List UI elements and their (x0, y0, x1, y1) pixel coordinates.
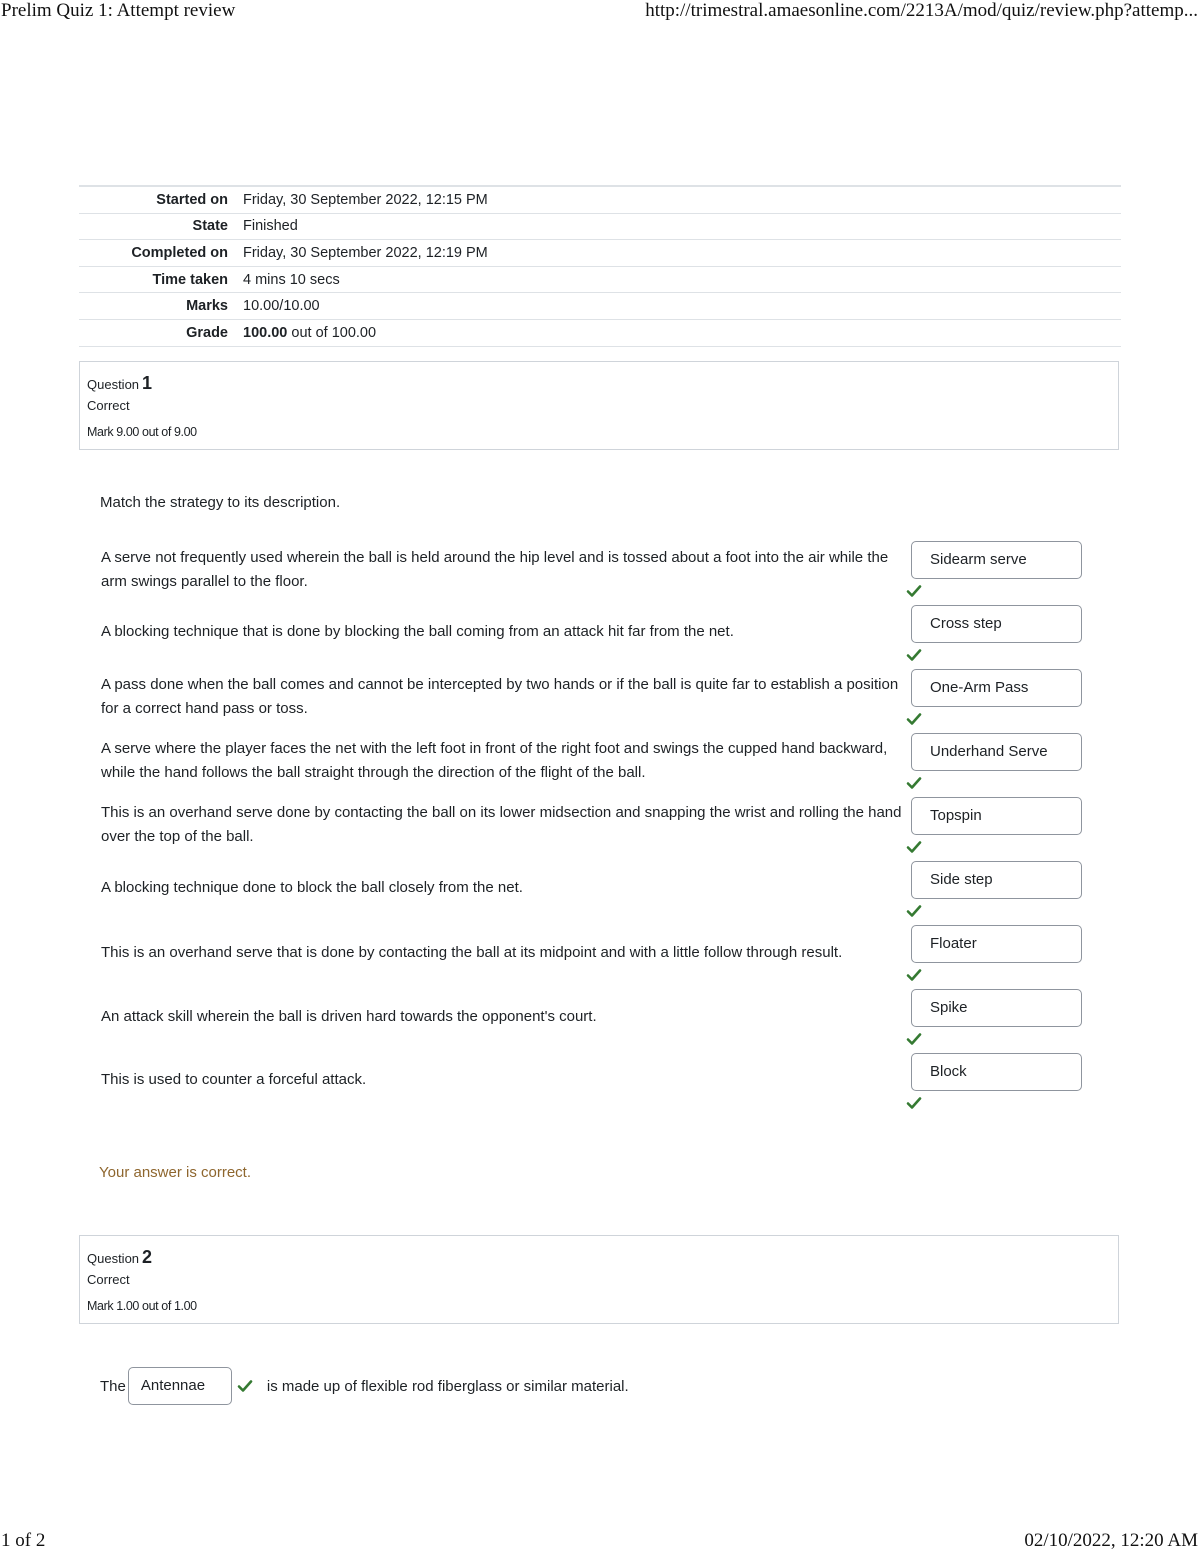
summary-row-started (79, 187, 1121, 214)
match-description: A serve not frequently used wherein the ball is held around the hip level and is tossed about a foot into the air while the arm swings parallel to the floor. (101, 549, 889, 590)
match-answer-select[interactable]: Spike (911, 989, 1082, 1027)
question-state: Correct (87, 1272, 130, 1287)
summary-row-completed (79, 240, 1121, 267)
summary-label: Time taken (152, 271, 228, 288)
match-description: This is an overhand serve done by contacting the ball on its lower midsection and snapping the wrist and rolling the hand over the top of the ball. (101, 804, 902, 845)
match-item (0, 1053, 1200, 1113)
question-mark: Mark 1.00 out of 1.00 (87, 1299, 197, 1313)
match-description: This is an overhand serve that is done by contacting the ball at its midpoint and with a little follow through result. (101, 944, 843, 961)
page-url: http://trimestral.amaesonline.com/2213A/mod/quiz/review.php?attemp... (645, 0, 1198, 21)
question-label: Question (87, 1251, 140, 1266)
match-item (0, 733, 1200, 793)
match-item (0, 669, 1200, 729)
summary-label: Started on (156, 191, 228, 208)
check-icon (906, 903, 922, 919)
check-icon (906, 839, 922, 855)
check-icon (906, 711, 922, 727)
print-footer (0, 1530, 1200, 1556)
attempt-summary-table (79, 185, 1121, 347)
check-icon (906, 967, 922, 983)
grade-value: 100.00 (243, 324, 288, 341)
match-item (0, 925, 1200, 985)
question-mark: Mark 9.00 out of 9.00 (87, 425, 197, 439)
match-item (0, 861, 1200, 921)
question-2-info (79, 1235, 1119, 1324)
summary-row-state (79, 214, 1121, 241)
question-1-feedback: Your answer is correct. (99, 1164, 252, 1181)
match-description: A blocking technique that is done by blocking the ball coming from an attack hit far from the net. (101, 623, 734, 640)
question-number-value: 2 (142, 1247, 153, 1267)
summary-value: Friday, 30 September 2022, 12:15 PM (243, 191, 488, 208)
question-2-body (100, 1366, 629, 1406)
check-icon (906, 1031, 922, 1047)
question-2-text-after: is made up of flexible rod fiberglass or similar material. (266, 1377, 629, 1395)
question-label: Question (87, 377, 140, 392)
summary-label: State (192, 218, 228, 235)
summary-row-marks (79, 293, 1121, 320)
question-state: Correct (87, 398, 130, 413)
match-answer-select[interactable]: Sidearm serve (911, 541, 1082, 579)
match-answer-select[interactable]: Topspin (911, 797, 1082, 835)
question-1-prompt: Match the strategy to its description. (100, 494, 341, 511)
match-answer-select[interactable]: Block (911, 1053, 1082, 1091)
check-icon (906, 775, 922, 791)
summary-value: Friday, 30 September 2022, 12:19 PM (243, 244, 488, 261)
question-1-info (79, 361, 1119, 450)
match-answer-select[interactable]: Side step (911, 861, 1082, 899)
match-answer-select[interactable]: One-Arm Pass (911, 669, 1082, 707)
match-answer-select[interactable]: Cross step (911, 605, 1082, 643)
match-item (0, 797, 1200, 857)
match-answer-select[interactable]: Floater (911, 925, 1082, 963)
match-item (0, 605, 1200, 665)
grade-out-of: out of 100.00 (287, 324, 377, 341)
summary-label: Completed on (131, 244, 228, 261)
check-icon (906, 647, 922, 663)
print-datetime: 02/10/2022, 12:20 AM (1024, 1530, 1198, 1551)
summary-label: Marks (186, 298, 228, 315)
match-description: A blocking technique done to block the ball closely from the net. (101, 879, 523, 896)
summary-row-grade (79, 320, 1121, 347)
print-header (0, 0, 1200, 26)
match-answer-select[interactable]: Underhand Serve (911, 733, 1082, 771)
summary-value: 10.00/10.00 (243, 298, 320, 315)
match-description: This is used to counter a forceful attack. (101, 1071, 367, 1088)
summary-value (243, 325, 1121, 341)
match-description: A serve where the player faces the net with the left foot in front of the right foot and swings the cupped hand backward, while the hand follows the ball straight through the direction of the flight of the ball. (101, 740, 888, 781)
question-2-answer-select[interactable]: Antennae (128, 1367, 232, 1405)
summary-row-time-taken (79, 267, 1121, 294)
page-title: Prelim Quiz 1: Attempt review (1, 0, 236, 21)
match-description: An attack skill wherein the ball is driven hard towards the opponent's court. (101, 1008, 597, 1025)
check-icon (906, 1095, 922, 1111)
page-count: 1 of 2 (1, 1530, 46, 1551)
check-icon (237, 1378, 253, 1394)
match-item (0, 541, 1200, 601)
question-2-text-before: The (100, 1377, 126, 1395)
question-number-value: 1 (142, 373, 153, 393)
summary-value: 4 mins 10 secs (243, 271, 340, 288)
check-icon (906, 583, 922, 599)
match-description: A pass done when the ball comes and cannot be intercepted by two hands or if the ball is quite far to establish a position for a correct hand pass or toss. (101, 676, 899, 717)
summary-value: Finished (243, 218, 298, 235)
summary-label: Grade (186, 324, 228, 341)
match-item (0, 989, 1200, 1049)
